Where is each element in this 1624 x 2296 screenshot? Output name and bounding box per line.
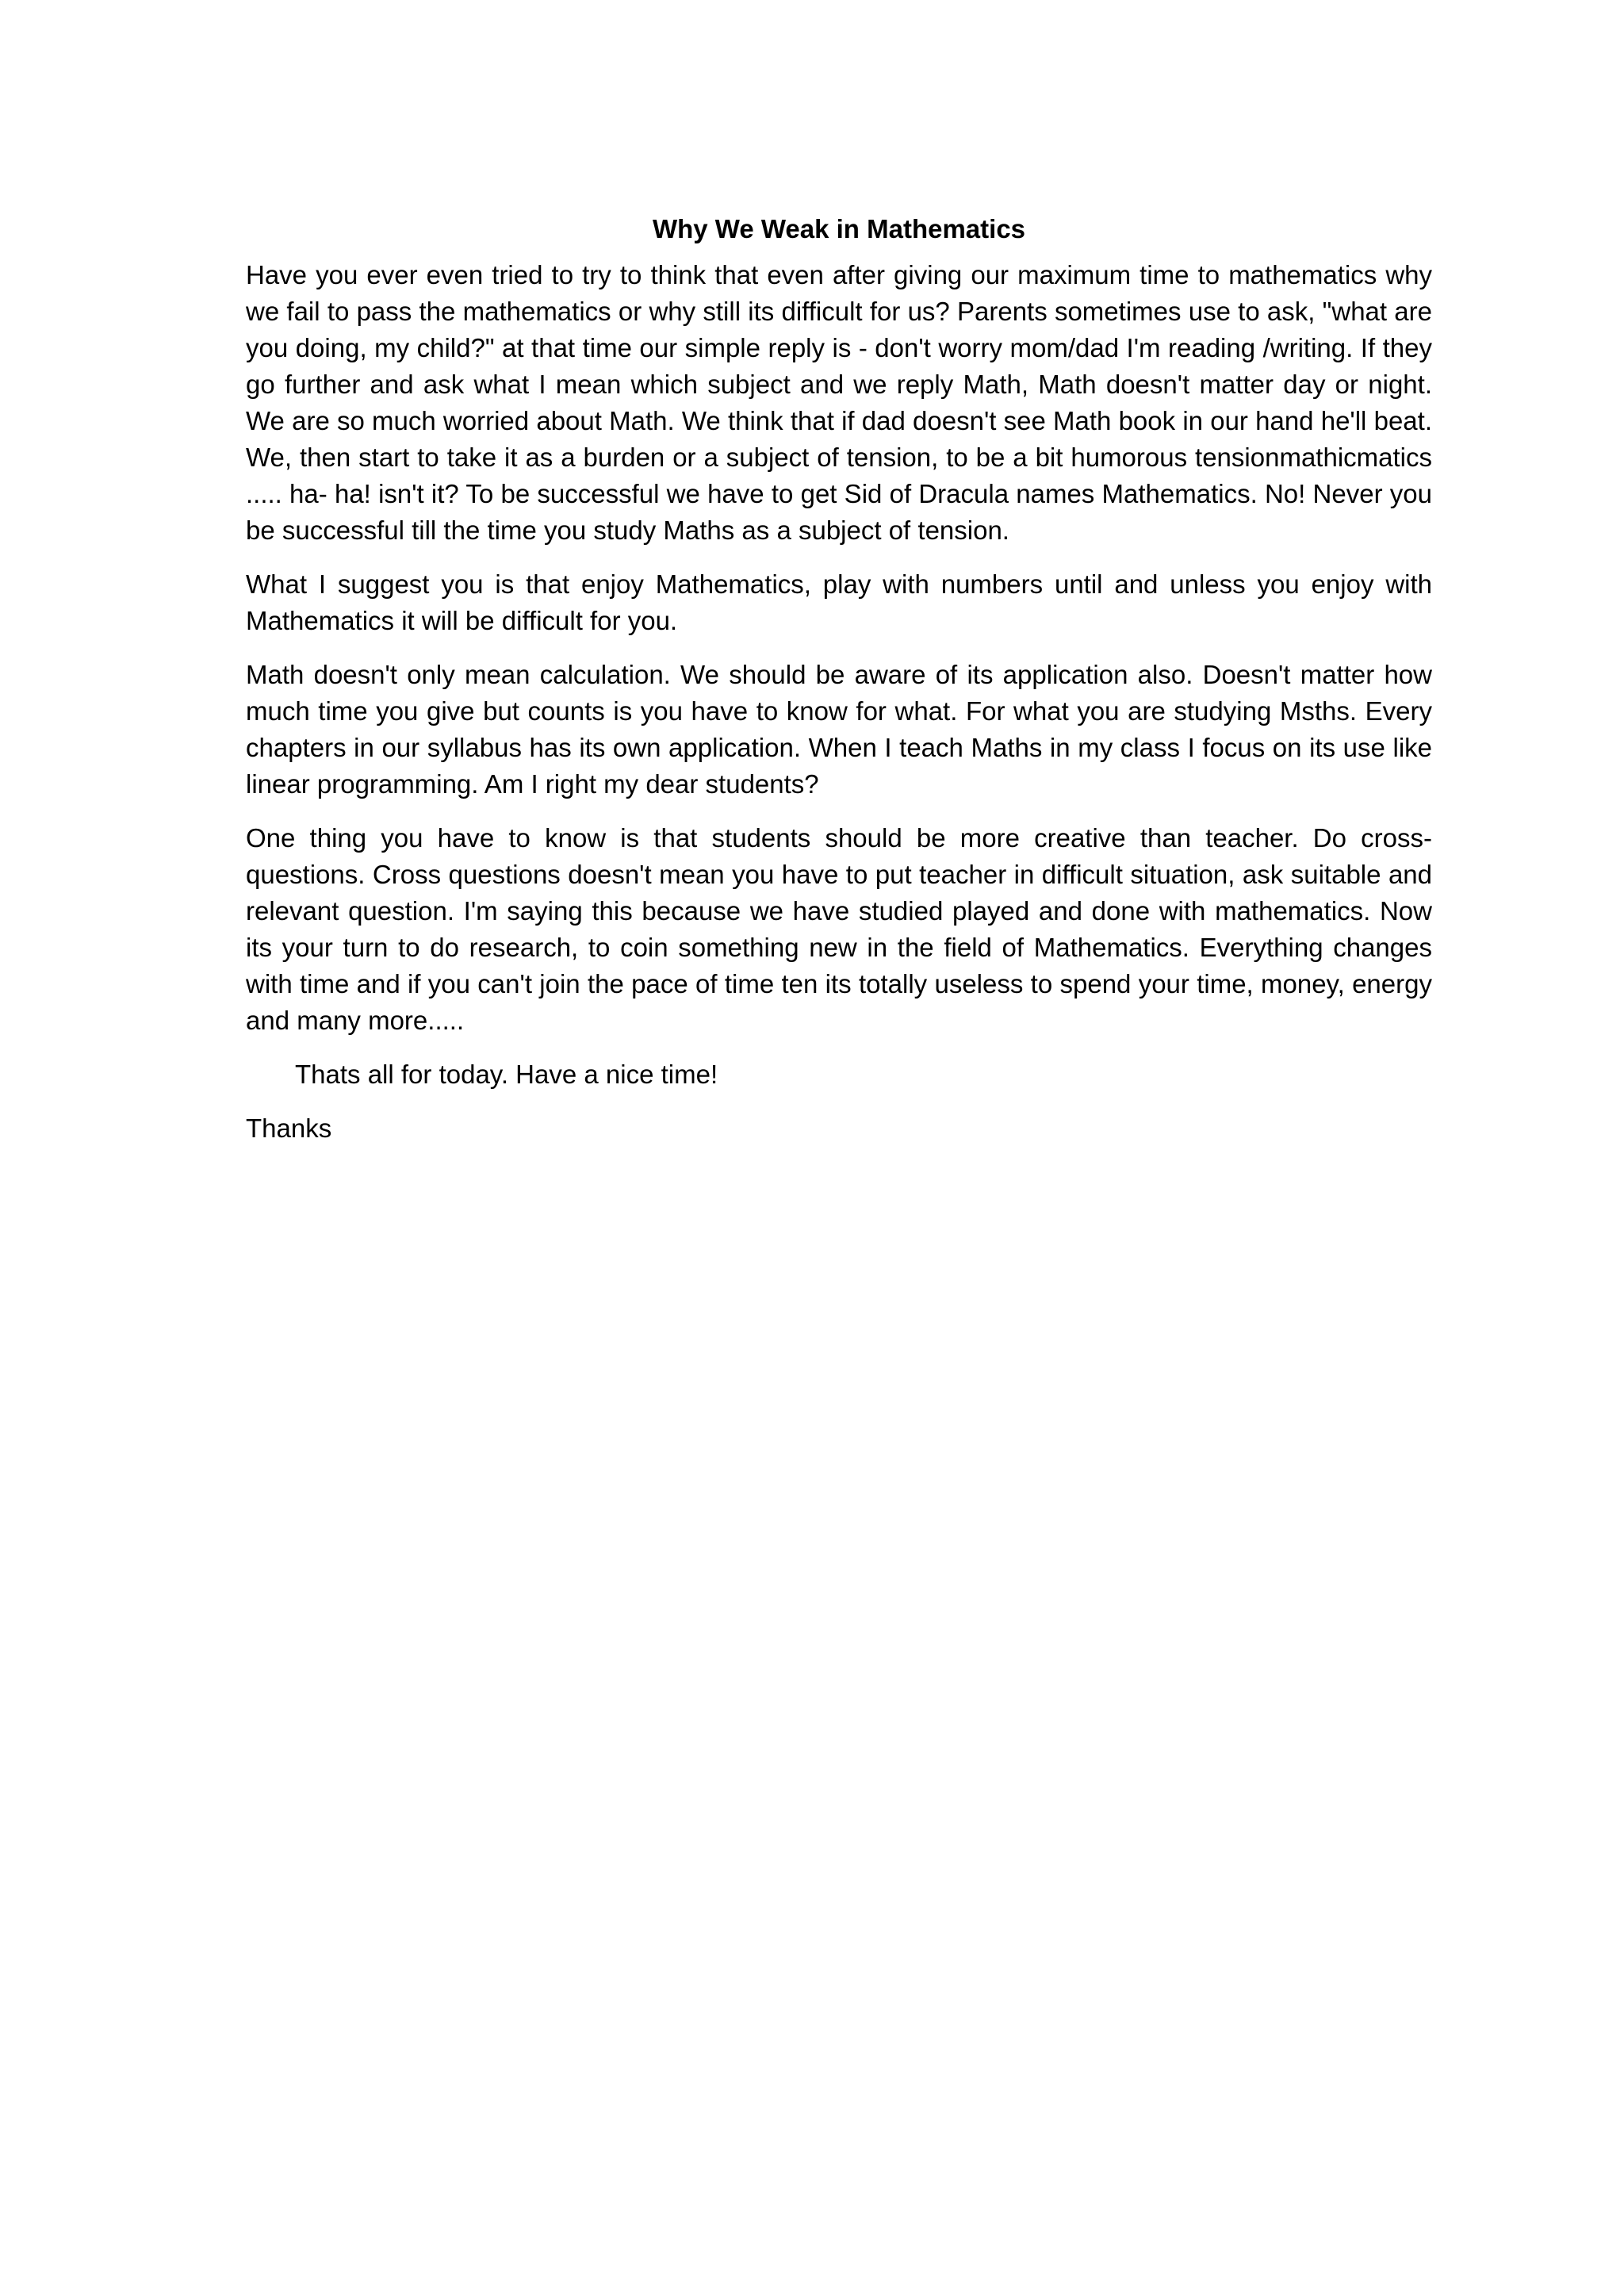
paragraph-1: Have you ever even tried to try to think that even after giving our maximum time to mathematics why we fail to pass the mathematics or why still its difficult for us? Parents sometimes use to ask, "what are you doing, my child?" at that time our simple reply is - don't worry mom/dad I'm reading /writing. If they go further and ask what I mean which subject and we reply Math, Math doesn't matter day or night. We are so much worried about Math. We think that if dad doesn't see Math book in our hand he'll beat. We, then start to take it as a burden or a subject of tension, to be a bit humorous tensionmathicmatics ..... ha- ha! isn't it? To be successful we have to get Sid of Dracula names Mathematics. No! Never you be successful till the time you study Maths as a subject of tension. — [246, 260, 1432, 545]
paragraph-3: Math doesn't only mean calculation. We should be aware of its application also. Doesn't matter how much time you give but counts is you have to know for what. For what you are studying Msths. Every chapters in our syllabus has its own application. When I teach Maths in my class I focus on its use like linear programming. Am I right my dear students? — [246, 660, 1432, 799]
paragraph-4: One thing you have to know is that students should be more creative than teacher. Do cross-questions. Cross questions doesn't mean you have to put teacher in difficult situation, ask suitable and relevant question. I'm saying this because we have studied played and done with mathematics. Now its your turn to do research, to coin something new in the field of Mathematics. Everything changes with time and if you can't join the pace of time ten its totally useless to spend your time, money, energy and many more..... — [246, 823, 1432, 1035]
closing-line: Thats all for today. Have a nice time! — [295, 1060, 718, 1089]
signoff: Thanks — [246, 1114, 332, 1143]
paragraph-2: What I suggest you is that enjoy Mathematics, play with numbers until and unless you enjoy with Mathematics it will be difficult for you. — [246, 569, 1432, 635]
document-title: Why We Weak in Mathematics — [652, 214, 1026, 243]
document-body — [246, 211, 1432, 1147]
